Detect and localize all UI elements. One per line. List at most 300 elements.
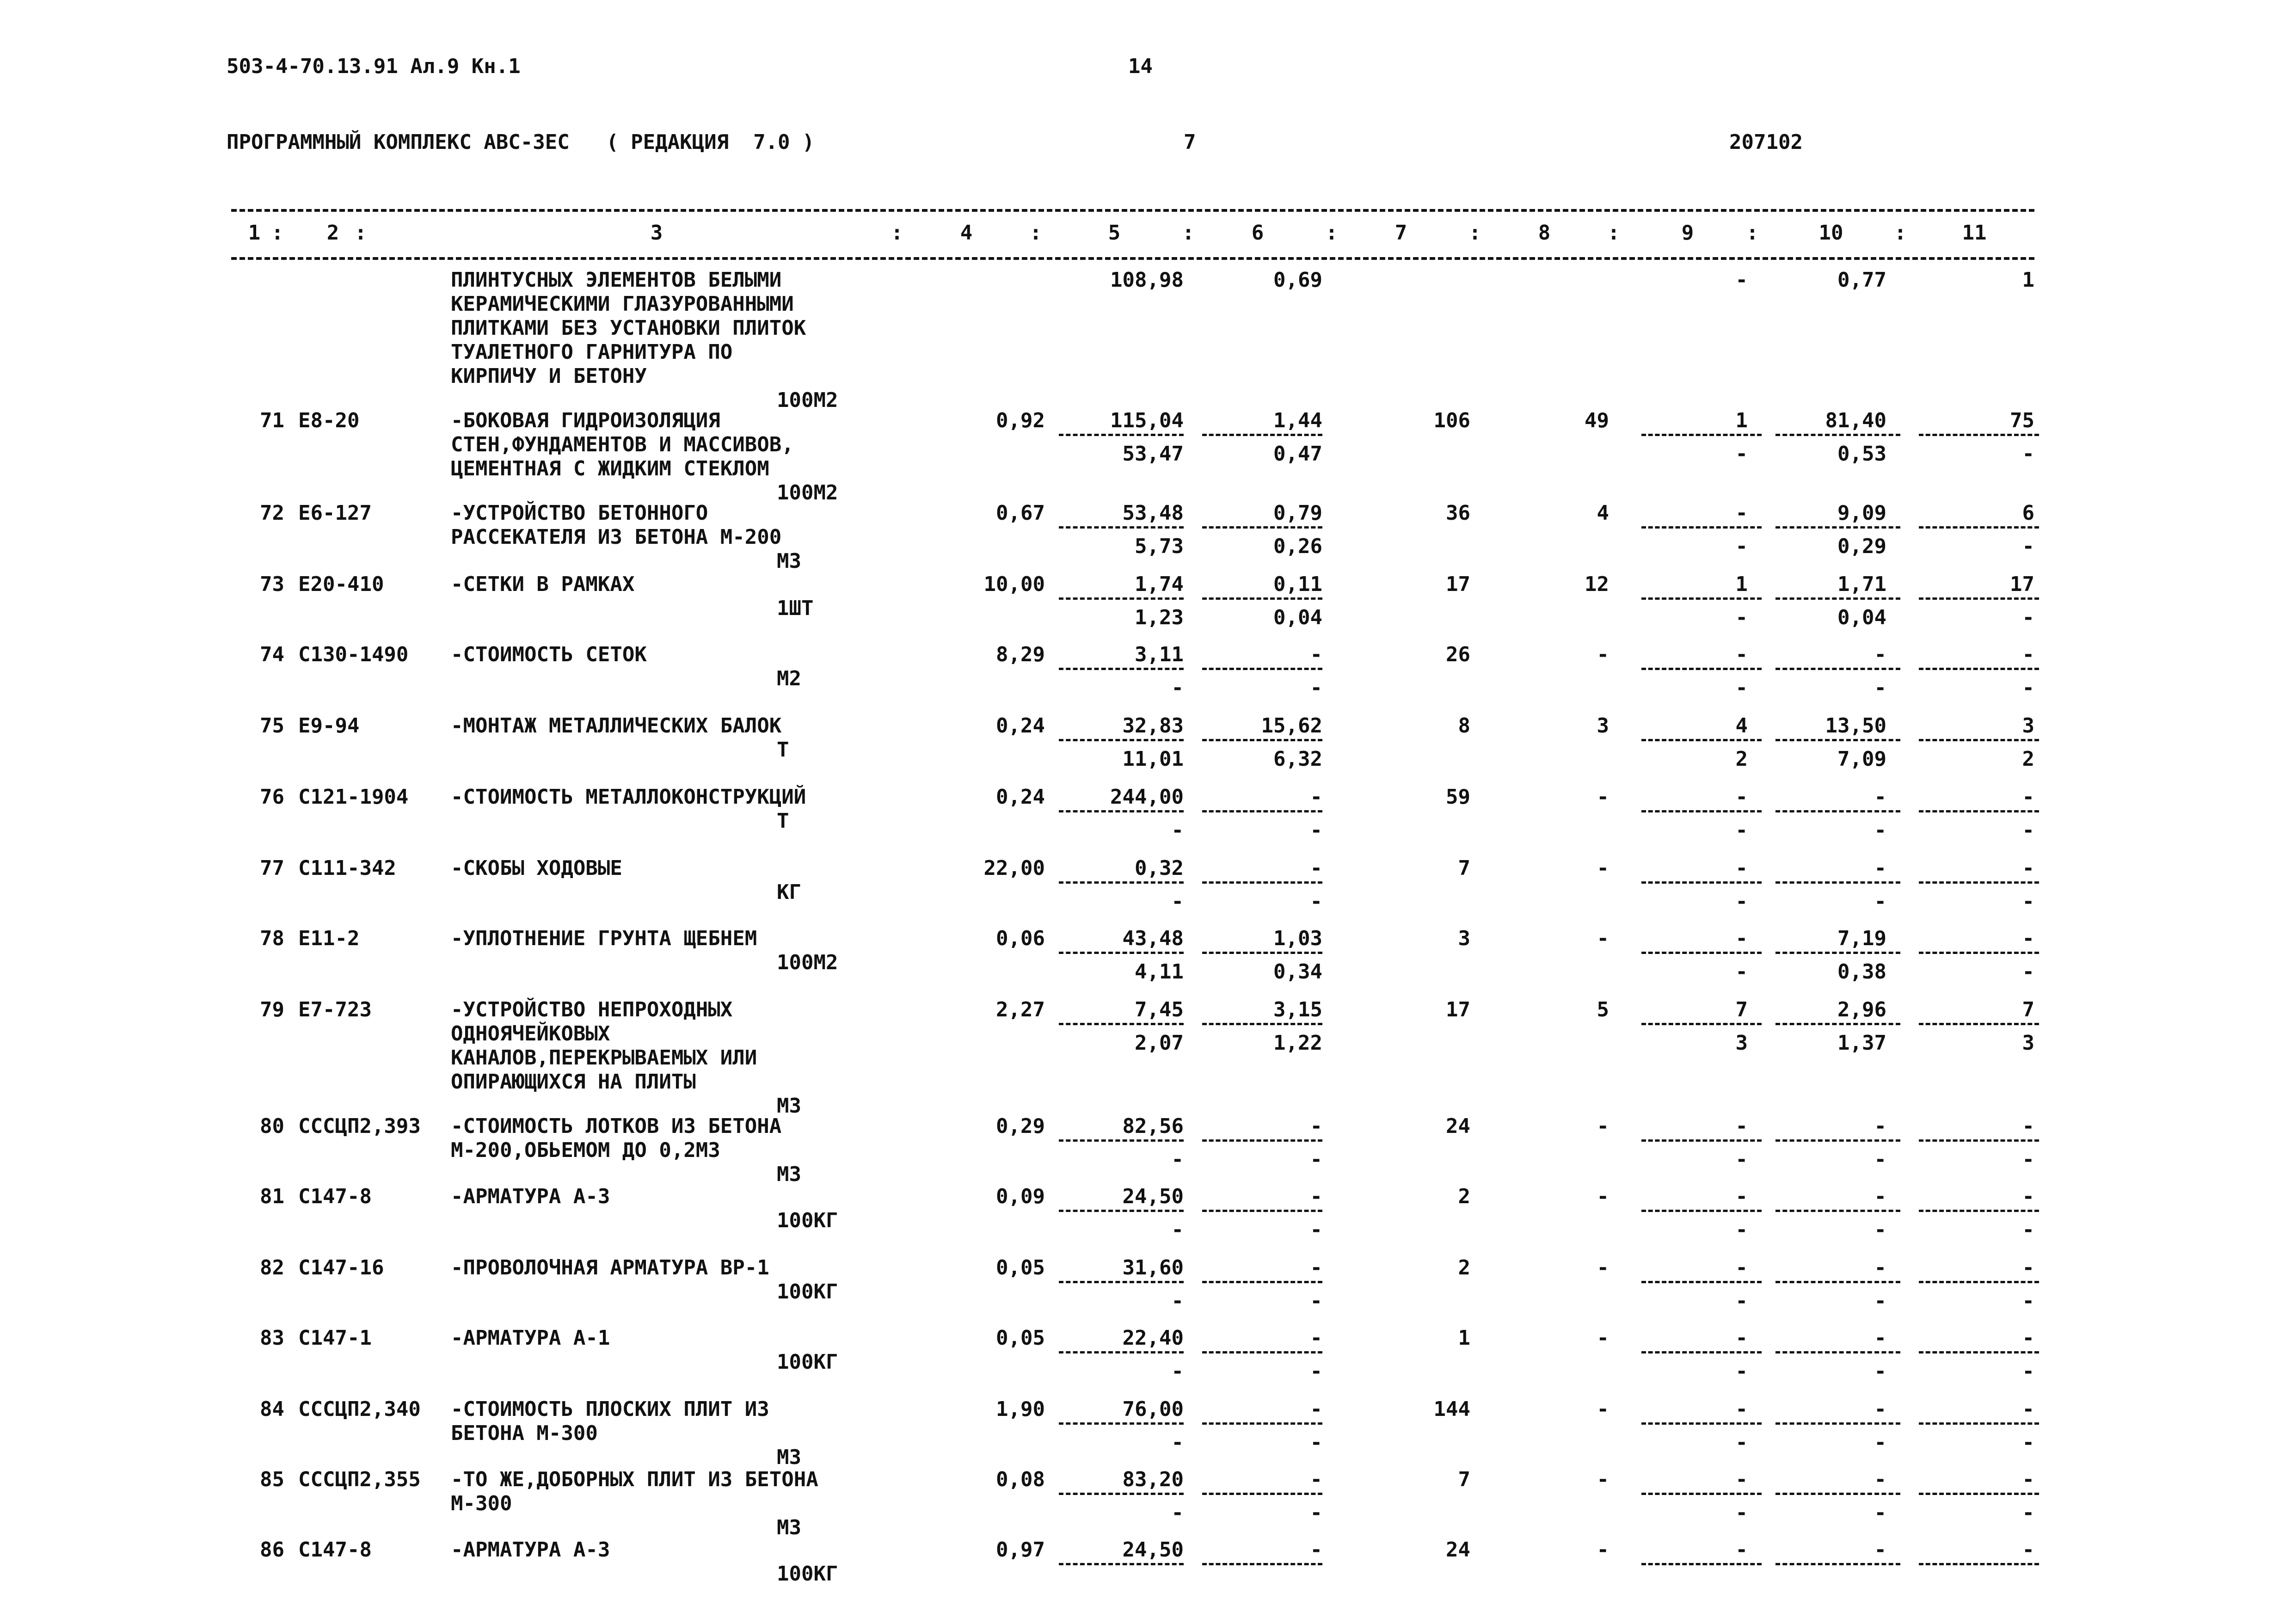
labor-cost-value: - xyxy=(1597,785,1609,809)
document-id: 207102 xyxy=(1729,130,1803,154)
column-11-sub-value: - xyxy=(2022,442,2034,466)
row-dash-separator xyxy=(1919,1422,2039,1425)
column-10-sub-value: - xyxy=(1874,1359,1886,1383)
unit-cost-value: 76,00 xyxy=(1122,1397,1184,1421)
work-description-line: ТУАЛЕТНОГО ГАРНИТУРА ПО xyxy=(451,340,733,364)
column-10-value: 81,40 xyxy=(1825,409,1886,432)
row-dash-separator xyxy=(1775,1023,1900,1025)
column-separator: : xyxy=(1746,221,1759,245)
total-cost-value: 3 xyxy=(1458,927,1470,950)
column-10-sub-value: - xyxy=(1874,1218,1886,1242)
column-11-value: - xyxy=(2022,1538,2034,1562)
unit-cost-value: 1,74 xyxy=(1135,572,1184,596)
row-dash-separator xyxy=(1059,1139,1184,1142)
column-10-value: - xyxy=(1874,1397,1886,1421)
row-dash-separator xyxy=(1919,1563,2039,1565)
column-9-sub-value: - xyxy=(1735,676,1748,700)
column-10-sub-value: 0,04 xyxy=(1837,606,1886,629)
row-dash-separator xyxy=(1059,1563,1184,1565)
row-dash-separator xyxy=(1641,1563,1762,1565)
column-9-sub-value: - xyxy=(1735,1359,1748,1383)
column-separator: : xyxy=(1607,221,1620,245)
quantity-value: 0,29 xyxy=(996,1114,1045,1138)
column-9-sub-value: - xyxy=(1735,1218,1748,1242)
work-description-line: -СЕТКИ В РАМКАХ xyxy=(451,572,635,596)
column-11-value: - xyxy=(2022,927,2034,950)
column-9-value: - xyxy=(1735,1538,1748,1562)
quantity-value: 0,24 xyxy=(996,714,1045,738)
quantity-value: 0,05 xyxy=(996,1326,1045,1350)
column-11-value: - xyxy=(2022,785,2034,809)
column-11-value: 3 xyxy=(2022,714,2034,738)
row-dash-separator xyxy=(1775,1139,1900,1142)
price-code: СССЦП2,340 xyxy=(298,1397,421,1421)
total-cost-value: 26 xyxy=(1446,643,1470,666)
row-dash-separator xyxy=(1202,1023,1322,1025)
unit-cost-value: 3,11 xyxy=(1135,643,1184,666)
quantity-value: 0,97 xyxy=(996,1538,1045,1562)
column-11-value: 7 xyxy=(2022,998,2034,1021)
price-code: С111-342 xyxy=(298,856,396,880)
row-dash-separator xyxy=(1641,668,1762,670)
row-dash-separator xyxy=(1775,1351,1900,1353)
price-code: С147-8 xyxy=(298,1185,372,1208)
column-number: 6 xyxy=(1251,221,1264,245)
column-9-sub-value: - xyxy=(1735,960,1748,984)
row-dash-separator xyxy=(1059,597,1184,600)
unit-labor-cost-value: - xyxy=(1171,1359,1184,1383)
row-dash-separator xyxy=(1059,1210,1184,1212)
column-10-sub-value: - xyxy=(1874,1148,1886,1171)
row-dash-separator xyxy=(1059,1351,1184,1353)
column-10-value: 1,71 xyxy=(1837,572,1886,596)
row-dash-separator xyxy=(1919,668,2039,670)
column-10-sub-value: 7,09 xyxy=(1837,747,1886,771)
column-number: 4 xyxy=(960,221,973,245)
work-description-line: -СКОБЫ ХОДОВЫЕ xyxy=(451,856,622,880)
price-code: СССЦП2,355 xyxy=(298,1468,421,1491)
row-dash-separator xyxy=(1775,1210,1900,1212)
work-description-line: КАНАЛОВ,ПЕРЕКРЫВАЕМЫХ ИЛИ xyxy=(451,1046,757,1070)
work-description-line: М-200,ОБЬЕМОМ ДО 0,2М3 xyxy=(451,1138,720,1162)
row-number: 86 xyxy=(260,1538,284,1562)
work-description-line: -УСТРОЙСТВО БЕТОННОГО xyxy=(451,501,708,525)
work-description-line: -ПРОВОЛОЧНАЯ АРМАТУРА ВР-1 xyxy=(451,1256,769,1280)
row-number: 77 xyxy=(260,856,284,880)
unit-cost-value: 82,56 xyxy=(1122,1114,1184,1138)
section-number: 7 xyxy=(1184,130,1196,154)
row-dash-separator xyxy=(1641,526,1762,529)
program-title: ПРОГРАММНЫЙ КОМПЛЕКС АВС-3ЕС ( РЕДАКЦИЯ 7.0 ) xyxy=(227,130,815,154)
column-9-sub-value: 3 xyxy=(1735,1031,1748,1055)
machine-labor-cost-value: - xyxy=(1310,1501,1322,1525)
row-dash-separator xyxy=(1059,1493,1184,1495)
column-9-value: - xyxy=(1735,1256,1748,1280)
machine-labor-cost-value: - xyxy=(1310,890,1322,913)
work-description-line: -АРМАТУРА А-3 xyxy=(451,1185,610,1208)
column-11-sub-value: - xyxy=(2022,535,2034,558)
quantity-value: 1,90 xyxy=(996,1397,1045,1421)
column-10-value: - xyxy=(1874,856,1886,880)
column-10-value: - xyxy=(1874,1114,1886,1138)
column-separator: : xyxy=(1468,221,1481,245)
column-11-value: - xyxy=(2022,1468,2034,1491)
labor-cost-value: - xyxy=(1597,1468,1609,1491)
column-9-sub-value: - xyxy=(1735,1431,1748,1454)
price-code: Е6-127 xyxy=(298,501,372,525)
column-10-sub-value: 1,37 xyxy=(1837,1031,1886,1055)
column-number: 11 xyxy=(1962,221,1987,245)
total-cost-value: 7 xyxy=(1458,1468,1470,1491)
column-separator: : xyxy=(354,221,367,245)
work-description-line: ПЛИТКАМИ БЕЗ УСТАНОВКИ ПЛИТОК xyxy=(451,316,806,340)
column-9-value: - xyxy=(1735,927,1748,950)
labor-cost-value: - xyxy=(1597,1256,1609,1280)
machine-cost-value: - xyxy=(1310,856,1322,880)
unit-of-measure: М3 xyxy=(777,1446,801,1469)
column-11-sub-value: - xyxy=(2022,890,2034,913)
unit-cost-value: 108,98 xyxy=(1110,268,1184,292)
unit-cost-value: 115,04 xyxy=(1110,409,1184,432)
row-dash-separator xyxy=(1775,668,1900,670)
work-description-line: БЕТОНА М-300 xyxy=(451,1421,598,1445)
column-11-value: - xyxy=(2022,1256,2034,1280)
work-description-line: ОДНОЯЧЕЙКОВЫХ xyxy=(451,1022,610,1046)
labor-cost-value: 4 xyxy=(1597,501,1609,525)
machine-labor-cost-value: 0,47 xyxy=(1273,442,1322,466)
machine-cost-value: 0,69 xyxy=(1273,268,1322,292)
unit-of-measure: 1ШТ xyxy=(777,597,814,620)
column-9-sub-value: - xyxy=(1735,1148,1748,1171)
work-description-line: КЕРАМИЧЕСКИМИ ГЛАЗУРОВАННЫМИ xyxy=(451,292,794,316)
unit-of-measure: 100КГ xyxy=(777,1209,838,1232)
machine-cost-value: 0,11 xyxy=(1273,572,1322,596)
total-cost-value: 144 xyxy=(1433,1397,1470,1421)
labor-cost-value: 3 xyxy=(1597,714,1609,738)
row-dash-separator xyxy=(1059,526,1184,529)
column-number: 8 xyxy=(1538,221,1551,245)
price-code: Е9-94 xyxy=(298,714,360,738)
unit-of-measure: 100КГ xyxy=(777,1562,838,1586)
column-separator: : xyxy=(1325,221,1338,245)
quantity-value: 0,05 xyxy=(996,1256,1045,1280)
total-cost-value: 2 xyxy=(1458,1256,1470,1280)
column-9-value: - xyxy=(1735,856,1748,880)
machine-cost-value: 15,62 xyxy=(1261,714,1322,738)
unit-of-measure: М3 xyxy=(777,549,801,573)
row-dash-separator xyxy=(1919,1281,2039,1283)
row-dash-separator xyxy=(1202,739,1322,741)
column-9-sub-value: - xyxy=(1735,606,1748,629)
row-dash-separator xyxy=(1202,1351,1322,1353)
column-separator: : xyxy=(1182,221,1195,245)
unit-labor-cost-value: 4,11 xyxy=(1135,960,1184,984)
labor-cost-value: - xyxy=(1597,1185,1609,1208)
row-dash-separator xyxy=(1919,1351,2039,1353)
machine-labor-cost-value: 0,34 xyxy=(1273,960,1322,984)
total-cost-value: 24 xyxy=(1446,1114,1470,1138)
unit-of-measure: Т xyxy=(777,738,789,762)
quantity-value: 0,92 xyxy=(996,409,1045,432)
work-description-line: -УСТРОЙСТВО НЕПРОХОДНЫХ xyxy=(451,998,733,1021)
row-dash-separator xyxy=(1775,597,1900,600)
column-number: 10 xyxy=(1818,221,1843,245)
column-11-sub-value: - xyxy=(2022,1359,2034,1383)
row-dash-separator xyxy=(1641,1493,1762,1495)
work-description-line: -БОКОВАЯ ГИДРОИЗОЛЯЦИЯ xyxy=(451,409,720,432)
labor-cost-value: 49 xyxy=(1585,409,1609,432)
column-11-value: - xyxy=(2022,1114,2034,1138)
row-dash-separator xyxy=(1919,1210,2039,1212)
column-11-value: - xyxy=(2022,856,2034,880)
row-dash-separator xyxy=(1919,952,2039,954)
column-10-value: - xyxy=(1874,1185,1886,1208)
column-10-value: - xyxy=(1874,1468,1886,1491)
column-10-sub-value: - xyxy=(1874,1501,1886,1525)
machine-cost-value: - xyxy=(1310,1538,1322,1562)
total-cost-value: 7 xyxy=(1458,856,1470,880)
column-10-value: 13,50 xyxy=(1825,714,1886,738)
row-dash-separator xyxy=(1202,1563,1322,1565)
row-number: 81 xyxy=(260,1185,284,1208)
row-dash-separator xyxy=(1641,881,1762,884)
price-code: Е20-410 xyxy=(298,572,384,596)
total-cost-value: 17 xyxy=(1446,998,1470,1021)
column-11-sub-value: - xyxy=(2022,1218,2034,1242)
unit-cost-value: 83,20 xyxy=(1122,1468,1184,1491)
column-9-sub-value: - xyxy=(1735,1501,1748,1525)
quantity-value: 8,29 xyxy=(996,643,1045,666)
row-number: 85 xyxy=(260,1468,284,1491)
row-dash-separator xyxy=(1202,668,1322,670)
row-dash-separator xyxy=(1641,810,1762,812)
column-separator: : xyxy=(891,221,903,245)
total-cost-value: 24 xyxy=(1446,1538,1470,1562)
total-cost-value: 59 xyxy=(1446,785,1470,809)
unit-labor-cost-value: - xyxy=(1171,1218,1184,1242)
work-description-line: -СТОИМОСТЬ СЕТОК xyxy=(451,643,647,666)
unit-cost-value: 32,83 xyxy=(1122,714,1184,738)
row-dash-separator xyxy=(1641,434,1762,436)
quantity-value: 0,06 xyxy=(996,927,1045,950)
column-11-sub-value: - xyxy=(2022,960,2034,984)
row-dash-separator xyxy=(1919,739,2039,741)
column-number: 1 xyxy=(248,221,261,245)
row-number: 73 xyxy=(260,572,284,596)
unit-cost-value: 24,50 xyxy=(1122,1538,1184,1562)
total-cost-value: 2 xyxy=(1458,1185,1470,1208)
row-dash-separator xyxy=(1202,597,1322,600)
column-10-value: - xyxy=(1874,643,1886,666)
work-description-line: -СТОИМОСТЬ ПЛОСКИХ ПЛИТ ИЗ xyxy=(451,1397,769,1421)
unit-labor-cost-value: - xyxy=(1171,890,1184,913)
column-11-sub-value: - xyxy=(2022,676,2034,700)
row-dash-separator xyxy=(1775,810,1900,812)
machine-cost-value: - xyxy=(1310,643,1322,666)
column-11-value: - xyxy=(2022,1185,2034,1208)
row-dash-separator xyxy=(1641,1351,1762,1353)
row-dash-separator xyxy=(1775,952,1900,954)
work-description-line: КИРПИЧУ И БЕТОНУ xyxy=(451,364,647,388)
machine-cost-value: 3,15 xyxy=(1273,998,1322,1021)
work-description-line: -АРМАТУРА А-3 xyxy=(451,1538,610,1562)
machine-labor-cost-value: - xyxy=(1310,676,1322,700)
row-dash-separator xyxy=(1202,881,1322,884)
price-code: С121-1904 xyxy=(298,785,409,809)
work-description-line: -УПЛОТНЕНИЕ ГРУНТА ЩЕБНЕМ xyxy=(451,927,757,950)
row-dash-separator xyxy=(1775,1563,1900,1565)
row-dash-separator xyxy=(1919,434,2039,436)
row-dash-separator xyxy=(1775,1281,1900,1283)
unit-labor-cost-value: - xyxy=(1171,1501,1184,1525)
column-11-sub-value: 2 xyxy=(2022,747,2034,771)
unit-cost-value: 22,40 xyxy=(1122,1326,1184,1350)
column-9-value: - xyxy=(1735,643,1748,666)
total-cost-value: 106 xyxy=(1433,409,1470,432)
machine-labor-cost-value: 0,04 xyxy=(1273,606,1322,629)
machine-cost-value: 0,79 xyxy=(1273,501,1322,525)
quantity-value: 2,27 xyxy=(996,998,1045,1021)
row-dash-separator xyxy=(1775,434,1900,436)
unit-of-measure: Т xyxy=(777,809,789,833)
unit-of-measure: 100М2 xyxy=(777,388,838,412)
unit-labor-cost-value: 11,01 xyxy=(1122,747,1184,771)
column-9-sub-value: - xyxy=(1735,890,1748,913)
unit-cost-value: 43,48 xyxy=(1122,927,1184,950)
column-9-sub-value: - xyxy=(1735,1289,1748,1313)
machine-cost-value: 1,44 xyxy=(1273,409,1322,432)
unit-of-measure: 100КГ xyxy=(777,1350,838,1374)
total-cost-value: 8 xyxy=(1458,714,1470,738)
machine-cost-value: - xyxy=(1310,1326,1322,1350)
row-dash-separator xyxy=(1919,810,2039,812)
row-dash-separator xyxy=(1059,952,1184,954)
column-10-sub-value: - xyxy=(1874,1431,1886,1454)
unit-of-measure: М2 xyxy=(777,667,801,690)
row-dash-separator xyxy=(1202,1493,1322,1495)
column-10-sub-value: - xyxy=(1874,890,1886,913)
page-number: 14 xyxy=(1128,55,1153,78)
total-cost-value: 36 xyxy=(1446,501,1470,525)
unit-cost-value: 24,50 xyxy=(1122,1185,1184,1208)
column-9-sub-value: - xyxy=(1735,442,1748,466)
work-description-line: ПЛИНТУСНЫХ ЭЛЕМЕНТОВ БЕЛЫМИ xyxy=(451,268,782,292)
row-dash-separator xyxy=(1641,952,1762,954)
machine-cost-value: - xyxy=(1310,1256,1322,1280)
column-number: 5 xyxy=(1108,221,1121,245)
column-11-sub-value: - xyxy=(2022,1289,2034,1313)
unit-labor-cost-value: 1,23 xyxy=(1135,606,1184,629)
labor-cost-value: - xyxy=(1597,927,1609,950)
machine-labor-cost-value: - xyxy=(1310,1431,1322,1454)
unit-labor-cost-value: - xyxy=(1171,818,1184,842)
row-number: 84 xyxy=(260,1397,284,1421)
column-9-sub-value: - xyxy=(1735,818,1748,842)
quantity-value: 10,00 xyxy=(983,572,1045,596)
column-11-sub-value: - xyxy=(2022,1501,2034,1525)
work-description-line: ОПИРАЮЩИХСЯ НА ПЛИТЫ xyxy=(451,1070,696,1094)
row-dash-separator xyxy=(1775,881,1900,884)
machine-cost-value: 1,03 xyxy=(1273,927,1322,950)
column-9-value: - xyxy=(1735,1185,1748,1208)
row-dash-separator xyxy=(1202,1422,1322,1425)
column-separator: : xyxy=(1894,221,1907,245)
column-9-value: - xyxy=(1735,1397,1748,1421)
row-number: 76 xyxy=(260,785,284,809)
row-dash-separator xyxy=(1775,739,1900,741)
row-dash-separator xyxy=(1641,1139,1762,1142)
row-dash-separator xyxy=(1202,1139,1322,1142)
quantity-value: 0,67 xyxy=(996,501,1045,525)
column-separator: : xyxy=(271,221,284,245)
price-code: С147-16 xyxy=(298,1256,384,1280)
column-10-value: - xyxy=(1874,785,1886,809)
row-dash-separator xyxy=(1919,1023,2039,1025)
document-code: 503-4-70.13.91 Ал.9 Кн.1 xyxy=(227,55,521,78)
row-dash-separator xyxy=(1059,1281,1184,1283)
column-11-sub-value: - xyxy=(2022,1431,2034,1454)
price-code: Е7-723 xyxy=(298,998,372,1021)
total-cost-value: 17 xyxy=(1446,572,1470,596)
column-11-value: - xyxy=(2022,1326,2034,1350)
row-dash-separator xyxy=(1202,810,1322,812)
work-description-line: М-300 xyxy=(451,1492,512,1515)
row-number: 75 xyxy=(260,714,284,738)
row-dash-separator xyxy=(1919,526,2039,529)
labor-cost-value: - xyxy=(1597,1397,1609,1421)
unit-of-measure: 100КГ xyxy=(777,1280,838,1304)
machine-labor-cost-value: - xyxy=(1310,818,1322,842)
column-number: 9 xyxy=(1681,221,1694,245)
column-9-value: - xyxy=(1735,268,1748,292)
row-dash-separator xyxy=(1202,1210,1322,1212)
unit-of-measure: 100М2 xyxy=(777,951,838,974)
price-code: С130-1490 xyxy=(298,643,409,666)
row-number: 74 xyxy=(260,643,284,666)
row-dash-separator xyxy=(1641,597,1762,600)
work-description-line: -МОНТАЖ МЕТАЛЛИЧЕСКИХ БАЛОК xyxy=(451,714,782,738)
column-9-value: - xyxy=(1735,785,1748,809)
machine-labor-cost-value: - xyxy=(1310,1359,1322,1383)
column-9-sub-value: - xyxy=(1735,535,1748,558)
labor-cost-value: - xyxy=(1597,1326,1609,1350)
machine-cost-value: - xyxy=(1310,1185,1322,1208)
row-dash-separator xyxy=(1202,526,1322,529)
unit-cost-value: 0,32 xyxy=(1135,856,1184,880)
machine-cost-value: - xyxy=(1310,1397,1322,1421)
row-dash-separator xyxy=(1775,1493,1900,1495)
column-9-value: - xyxy=(1735,1114,1748,1138)
column-10-value: 2,96 xyxy=(1837,998,1886,1021)
labor-cost-value: 12 xyxy=(1585,572,1609,596)
quantity-value: 0,08 xyxy=(996,1468,1045,1491)
labor-cost-value: - xyxy=(1597,856,1609,880)
row-dash-separator xyxy=(1641,1281,1762,1283)
column-11-value: - xyxy=(2022,643,2034,666)
unit-labor-cost-value: - xyxy=(1171,676,1184,700)
row-number: 79 xyxy=(260,998,284,1021)
column-9-value: 1 xyxy=(1735,572,1748,596)
unit-labor-cost-value: - xyxy=(1171,1289,1184,1313)
unit-labor-cost-value: 2,07 xyxy=(1135,1031,1184,1055)
column-11-value: 75 xyxy=(2010,409,2034,432)
unit-cost-value: 7,45 xyxy=(1135,998,1184,1021)
column-9-value: - xyxy=(1735,1468,1748,1491)
price-code: С147-8 xyxy=(298,1538,372,1562)
row-dash-separator xyxy=(1059,1023,1184,1025)
work-description-line: -СТОИМОСТЬ ЛОТКОВ ИЗ БЕТОНА xyxy=(451,1114,782,1138)
work-description-line: РАССЕКАТЕЛЯ ИЗ БЕТОНА М-200 xyxy=(451,525,782,549)
